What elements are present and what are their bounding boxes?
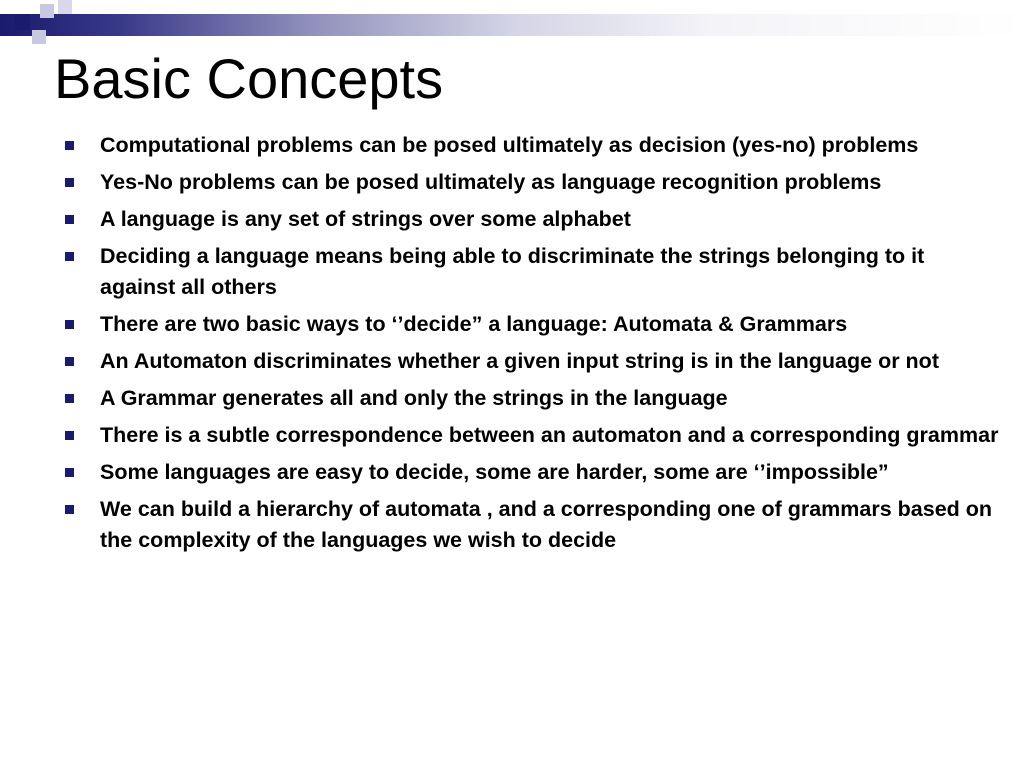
square-bullet-icon	[65, 505, 74, 514]
slide-title: Basic Concepts	[54, 47, 444, 110]
bullet-text: There are two basic ways to ‘’decide” a language: Automata & Grammars	[100, 312, 848, 336]
bullet-text: Deciding a language means being able to discriminate the strings belonging to it against all others	[100, 244, 925, 299]
square-bullet-icon	[65, 178, 74, 187]
bullet-item	[62, 494, 1002, 556]
bullet-item	[62, 309, 1002, 340]
square-bullet-icon	[65, 252, 74, 261]
bullet-text: Yes-No problems can be posed ultimately as language recognition problems	[100, 170, 882, 194]
bullet-item	[62, 383, 1002, 414]
bullet-text: There is a subtle correspondence between an automaton and a corresponding grammar	[100, 423, 999, 447]
decorative-square-mid	[58, 0, 72, 14]
bullet-item	[62, 420, 1002, 451]
square-bullet-icon	[65, 141, 74, 150]
bullet-text: A Grammar generates all and only the strings in the language	[100, 386, 728, 410]
bullet-item	[62, 130, 1002, 161]
bullet-text: Some languages are easy to decide, some are harder, some are ‘’impossible”	[100, 460, 889, 484]
bullet-text: We can build a hierarchy of automata , and a corresponding one of grammars based on the complexity of the languages we wish to decide	[100, 497, 993, 552]
square-bullet-icon	[65, 357, 74, 366]
square-bullet-icon	[65, 394, 74, 403]
decorative-square-light	[32, 30, 46, 44]
square-bullet-icon	[65, 320, 74, 329]
bullet-item	[62, 167, 1002, 198]
bullet-text: A language is any set of strings over some alphabet	[100, 207, 631, 231]
bullet-item	[62, 204, 1002, 235]
bullet-text: An Automaton discriminates whether a given input string is in the language or not	[100, 349, 939, 373]
square-bullet-icon	[65, 215, 74, 224]
bullet-item	[62, 457, 1002, 488]
square-bullet-icon	[65, 468, 74, 477]
header-gradient-band	[0, 14, 1024, 36]
bullet-list	[62, 130, 1002, 562]
decorative-square-light	[40, 4, 54, 18]
square-bullet-icon	[65, 431, 74, 440]
bullet-item	[62, 346, 1002, 377]
bullet-item	[62, 241, 1002, 303]
decorative-square-dark	[14, 14, 30, 30]
bullet-text: Computational problems can be posed ultimately as decision (yes-no) problems	[100, 133, 919, 157]
